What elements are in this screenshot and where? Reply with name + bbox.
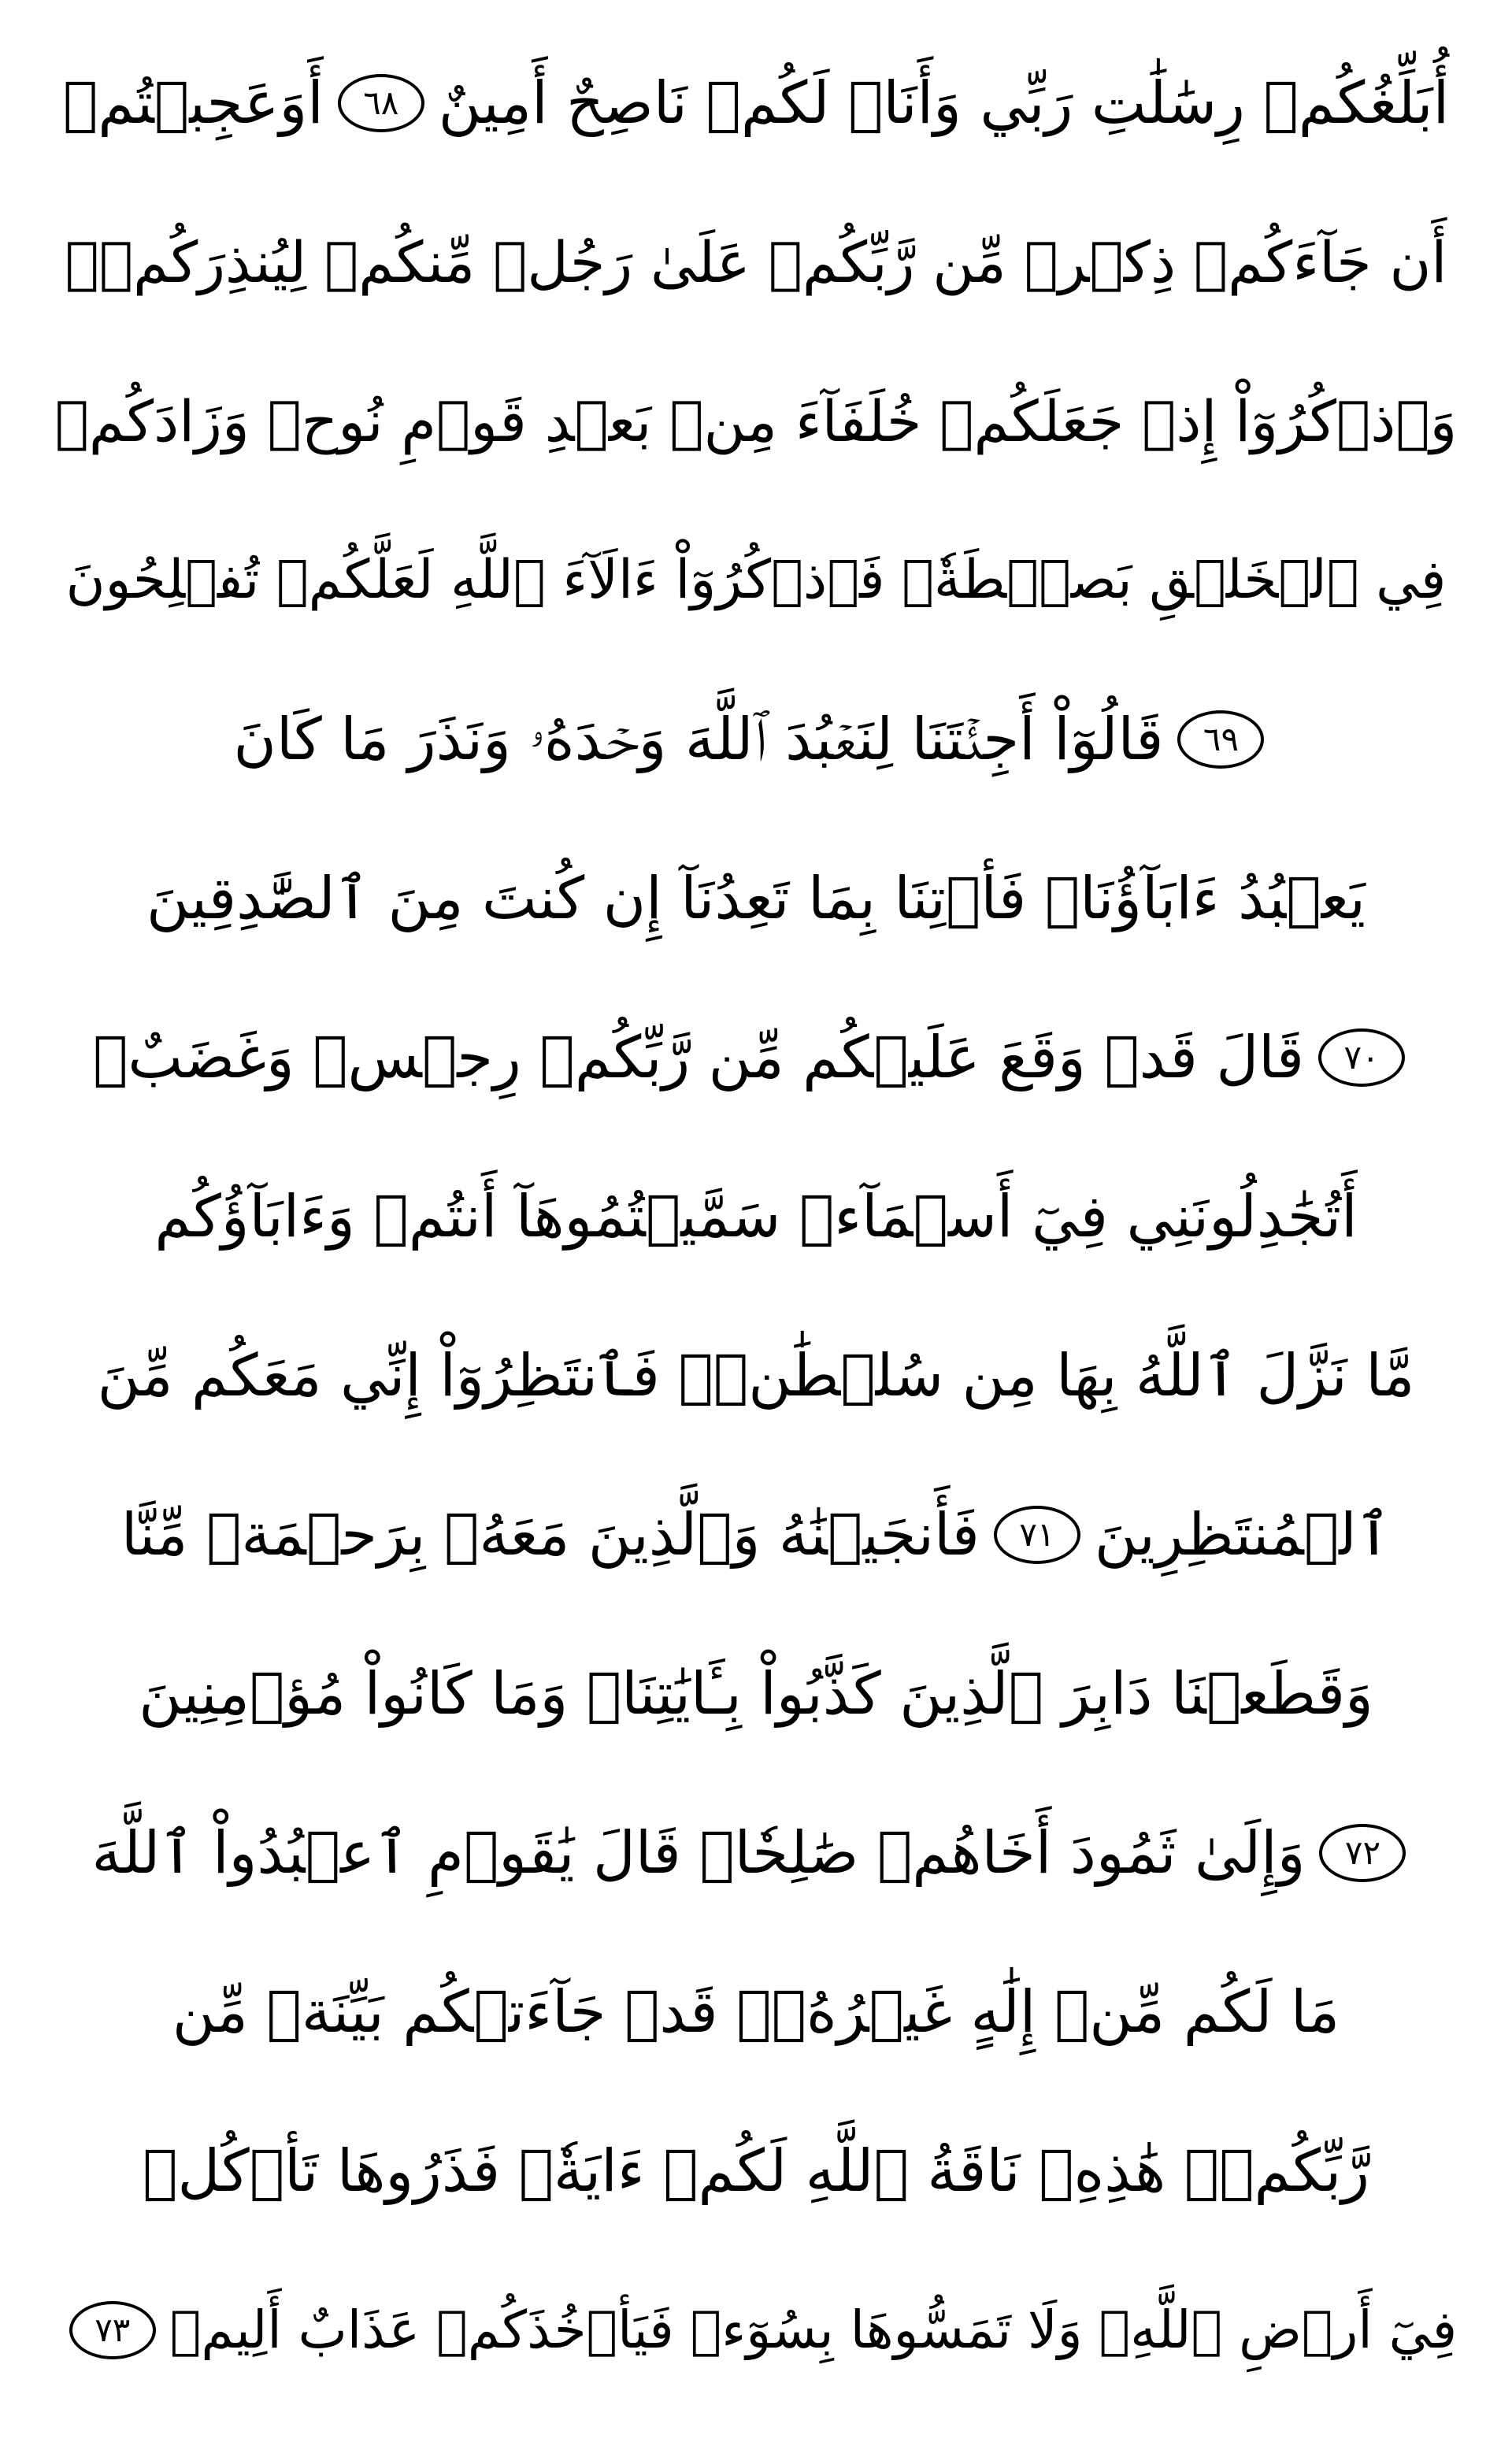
line-text: مَا لَكُم مِّنۡ إِلَٰهٍ غَيۡرُهُۥۖ قَدۡ جَآءَتۡكُم بَيِّنَةٞ مِّن bbox=[172, 1977, 1340, 2046]
text-line bbox=[47, 342, 1465, 501]
text-line bbox=[47, 1296, 1465, 1455]
text-line bbox=[47, 819, 1465, 978]
text-line bbox=[47, 1137, 1465, 1296]
text-line bbox=[47, 2251, 1465, 2410]
line-text: فِيٓ أَرۡضِ ٱللَّهِۖ وَلَا تَمَسُّوهَا بِسُوٓءٖ فَيَأۡخُذَكُمۡ عَذَابٌ أَلِيمٞ bbox=[169, 2300, 1458, 2361]
line-text: رَّبِّكُمۡۖ هَٰذِهِۦ نَاقَةُ ٱللَّهِ لَكُمۡ ءَايَةٗۖ فَذَرُوهَا تَأۡكُلۡ bbox=[143, 2137, 1369, 2205]
ayah-number-marker: ٦٨ bbox=[338, 74, 424, 132]
line-text: أَوَعَجِبۡتُمۡ bbox=[62, 69, 324, 137]
line-text: قَالُوٓاْ أَجِئۡتَنَا لِنَعۡبُدَ ٱللَّهَ وَحۡدَهُۥ وَنَذَرَ مَا كَانَ bbox=[233, 705, 1164, 773]
line-text: وَقَطَعۡنَا دَابِرَ ٱلَّذِينَ كَذَّبُواْ بِـَٔايَٰتِنَاۖ وَمَا كَانُواْ مُؤۡمِنِينَ bbox=[139, 1659, 1373, 1728]
text-line bbox=[47, 1773, 1465, 1933]
line-text: فَأَنجَيۡنَٰهُ وَٱلَّذِينَ مَعَهُۥ بِرَحۡمَةٖ مِّنَّا bbox=[120, 1500, 980, 1569]
text-line bbox=[47, 501, 1465, 660]
line-text: وَٱذۡكُرُوٓاْ إِذۡ جَعَلَكُمۡ خُلَفَآءَ مِنۢ بَعۡدِ قَوۡمِ نُوحٖ وَزَادَكُمۡ bbox=[54, 387, 1458, 454]
text-line bbox=[47, 660, 1465, 819]
text-line bbox=[47, 2092, 1465, 2251]
text-line bbox=[47, 1614, 1465, 1773]
line-text: ٱلۡمُنتَظِرِينَ bbox=[1094, 1500, 1392, 1569]
mushaf-page bbox=[47, 24, 1465, 2418]
line-text: يَعۡبُدُ ءَابَآؤُنَاۖ فَأۡتِنَا بِمَا تَعِدُنَآ إِن كُنتَ مِنَ ٱلصَّٰدِقِينَ bbox=[146, 864, 1366, 932]
ayah-number-marker: ٧٠ bbox=[1318, 1028, 1405, 1087]
line-text: مَّا نَزَّلَ ٱللَّهُ بِهَا مِن سُلۡطَٰنٖۚ فَٱنتَظِرُوٓاْ إِنِّي مَعَكُم مِّنَ bbox=[97, 1341, 1415, 1410]
text-line bbox=[47, 183, 1465, 342]
text-line bbox=[47, 978, 1465, 1137]
text-line bbox=[47, 1455, 1465, 1614]
line-text: أَتُجَٰدِلُونَنِي فِيٓ أَسۡمَآءٖ سَمَّيۡتُمُوهَآ أَنتُمۡ وَءَابَآؤُكُم bbox=[154, 1182, 1358, 1251]
ayah-number-marker: ٦٩ bbox=[1177, 710, 1264, 769]
line-text: وَإِلَىٰ ثَمُودَ أَخَاهُمۡ صَٰلِحٗاۗ قَالَ يَٰقَوۡمِ ٱعۡبُدُواْ ٱللَّهَ bbox=[91, 1818, 1306, 1887]
ayah-number-marker: ٧٣ bbox=[69, 2301, 156, 2359]
text-line bbox=[47, 1933, 1465, 2092]
ayah-number-marker: ٧٢ bbox=[1319, 1824, 1406, 1882]
text-line bbox=[47, 24, 1465, 183]
line-text: أَن جَآءَكُمۡ ذِكۡرٞ مِّن رَّبِّكُمۡ عَلَىٰ رَجُلٖ مِّنكُمۡ لِيُنذِرَكُمۡۚ bbox=[65, 228, 1447, 295]
line-text: قَالَ قَدۡ وَقَعَ عَلَيۡكُم مِّن رَّبِّكُمۡ رِجۡسٞ وَغَضَبٌۖ bbox=[92, 1023, 1305, 1091]
ayah-number-marker: ٧١ bbox=[994, 1506, 1080, 1564]
line-text: أُبَلِّغُكُمۡ رِسَٰلَٰتِ رَبِّي وَأَنَا۠ لَكُمۡ نَاصِحٌ أَمِينٌ bbox=[438, 69, 1450, 137]
line-text: فِي ٱلۡخَلۡقِ بَصۜۡطَةٗۖ فَٱذۡكُرُوٓاْ ءَالَآءَ ٱللَّهِ لَعَلَّكُمۡ تُفۡلِحُونَ bbox=[65, 549, 1447, 612]
